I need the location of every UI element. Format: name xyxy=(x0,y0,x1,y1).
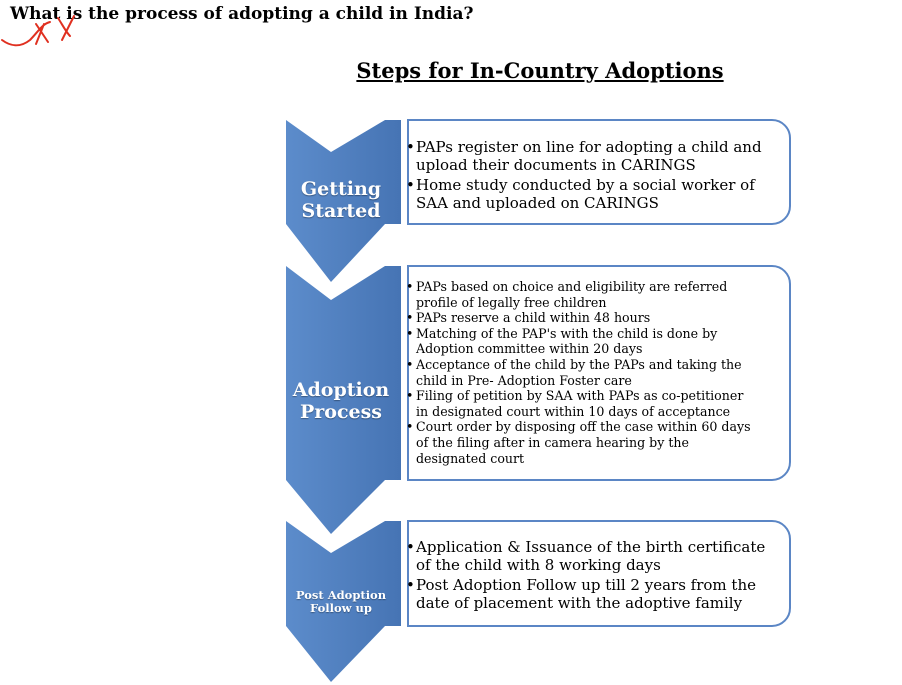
list-item: • Application & Issuance of the birth certificate of the child with 8 working days xyxy=(406,538,765,574)
step-3-list xyxy=(406,538,765,612)
list-item: • PAPs based on choice and eligibility are referred profile of legally free children xyxy=(406,279,751,310)
list-item: • PAPs reserve a child within 48 hours xyxy=(406,310,751,326)
list-item: • Court order by disposing off the case within 60 days of the filing after in camera hearing by the designated court xyxy=(406,419,751,466)
step-2-label: Adoption Process xyxy=(292,379,390,423)
list-item: • Filing of petition by SAA with PAPs as co-petitioner in designated court within 10 days of acceptance xyxy=(406,388,751,419)
list-item: • Post Adoption Follow up till 2 years from the date of placement with the adoptive family xyxy=(406,576,765,612)
step-2-list xyxy=(406,279,751,466)
step-3-label: Post Adoption Follow up xyxy=(295,588,387,615)
step-1-label: Getting Started xyxy=(300,178,382,222)
diagram-title: Steps for In-Country Adoptions xyxy=(356,58,724,83)
step-1-list xyxy=(406,138,762,212)
question-heading: What is the process of adopting a child in India? xyxy=(10,4,474,24)
list-item: • PAPs register on line for adopting a child and upload their documents in CARINGS xyxy=(406,138,762,174)
list-item: • Acceptance of the child by the PAPs and taking the child in Pre- Adoption Foster care xyxy=(406,357,751,388)
list-item: • Matching of the PAP's with the child is done by Adoption committee within 20 days xyxy=(406,326,751,357)
list-item: • Home study conducted by a social worker of SAA and uploaded on CARINGS xyxy=(406,176,762,212)
